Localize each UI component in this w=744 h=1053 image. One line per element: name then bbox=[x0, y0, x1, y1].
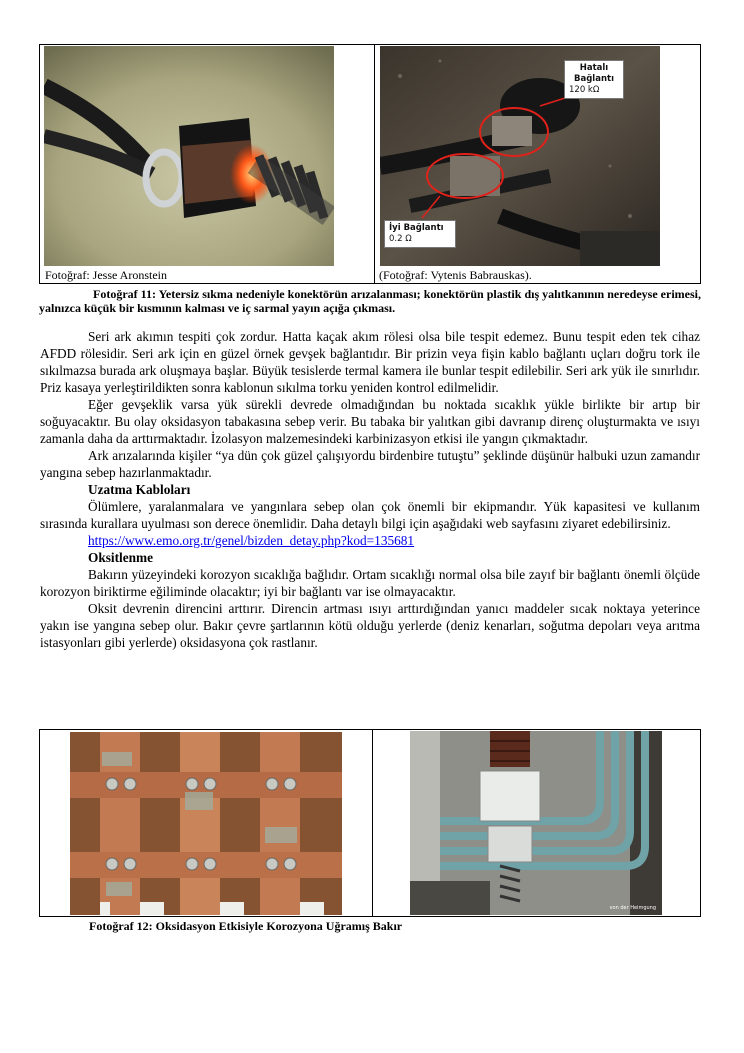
bad-label-title-1: Hatalı bbox=[579, 63, 609, 73]
paragraph-korozyon: Bakırın yüzeyindeki korozyon sıcaklığa bağlıdır. Ortam sıcaklığı normal olsa bile zayıf bir bağlantı önemli ölçüde korozyon biriktirme eğiliminde olacaktır; iyi bir bağlantı var ise olmayacaktır. bbox=[40, 567, 700, 599]
left-photo-credit: Fotoğraf: Jesse Aronstein bbox=[45, 268, 167, 282]
link-row bbox=[40, 532, 700, 549]
paragraph-ark-arizalari: Ark arızalarında kişiler “ya dün çok güzel çalışıyordu birdenbire tutuştu” şeklinde düşünür halbuki uzun zamandır yangına sebep hazırlanmaktadır. bbox=[40, 448, 700, 480]
burnt-connector-photo bbox=[44, 46, 334, 266]
burnt-wiring-photo bbox=[380, 46, 660, 266]
paragraph-gevseklik: Eğer gevşeklik varsa yük sürekli devrede olmadığından bu noktada sıcaklık yükle birlikte bir artıp bir soğuyacaktır. Bu olay oksidasyon tabakasına sebep verir. Bu tabaka bir yalıtkan gibi davranıp direnç oluşturmakta ve ısıyı zamanla daha da arttırmaktadır. İzolasyon malzemesindeki karbinizasyon etkisi ile yangın çıkmaktadır. bbox=[40, 397, 700, 446]
bad-label-title-2: Bağlantı bbox=[574, 74, 614, 84]
bad-connection-label bbox=[564, 60, 624, 99]
heading-uzatma-kablolari: Uzatma Kabloları bbox=[88, 482, 191, 497]
paragraph-uzatma: Ölümlere, yaralanmalara ve yangınlara sebep olan çok önemli bir ekipmandır. Yük kapasitesi ve kullanım sırasında kurallara uyulması son derece önemlidir. Daha detaylı bilgi için aşağıdaki web sayfasını ziyaret edebilirsiniz. bbox=[40, 499, 700, 531]
figure-11-caption bbox=[39, 287, 701, 315]
bad-label-value: 120 kΩ bbox=[569, 85, 600, 95]
heading-oksitlenme: Oksitlenme bbox=[88, 550, 154, 565]
corroded-busbar-photo bbox=[410, 731, 662, 915]
figure-12-divider bbox=[372, 729, 373, 917]
emo-detail-link[interactable]: https://www.emo.org.tr/genel/bizden_detay.php?kod=135681 bbox=[88, 533, 415, 548]
copper-busbar-photo bbox=[70, 732, 342, 915]
figure-11-caption-text: Fotoğraf 11: Yetersiz sıkma nedeniyle konektörün arızalanması; konektörün plastik dış yalıtkanının neredeyse erimesi, yalnızca küçük bir kısmının kalması ve iç sarmal yayın açığa çıkması. bbox=[39, 287, 701, 315]
good-label-title: İyi Bağlantı bbox=[389, 223, 444, 233]
figure-11-divider bbox=[374, 44, 375, 284]
good-label-value: 0.2 Ω bbox=[389, 234, 412, 244]
body-text bbox=[40, 328, 700, 651]
paragraph-seri-ark: Seri ark akımın tespiti çok zordur. Hatta kaçak akım rölesi olsa bile tespit edemez. Bunu tespit eden tek cihaz AFDD rölesidir. Seri ark için en güzel örnek gevşek bağlantıdır. Bir prizin veya fişin kablo bağlantı uçları doğru tork ile sıkılmazsa burada ark oluşmaya başlar. Büyük tesislerde termal kamera ile bunlar tespit edilebilir. Seri ark yük ile sınırlıdır. Priz kasaya yerleştirildikten sonra kablonun sıkılma torku yeniden kontrol edilmelidir. bbox=[40, 329, 700, 395]
good-connection-label bbox=[384, 220, 456, 248]
photo-watermark: von der Heimgung bbox=[609, 905, 656, 911]
figure-12-caption: Fotoğraf 12: Oksidasyon Etkisiyle Korozyona Uğramış Bakır bbox=[89, 919, 403, 933]
right-photo-credit: (Fotoğraf: Vytenis Babrauskas). bbox=[379, 268, 532, 282]
paragraph-oksit: Oksit devrenin direncini arttırır. Direncin artması ısıyı arttırdığından yanıcı maddeler sıcak noktaya yeterince yakın ise yangına sebep olur. Bakır çevre şartlarının kötü olduğu yerlerde (deniz kenarları, soğutma depoları veya arıtma istasyonları gibi yerlerde) oksidasyona çok rastlanır. bbox=[40, 601, 700, 650]
